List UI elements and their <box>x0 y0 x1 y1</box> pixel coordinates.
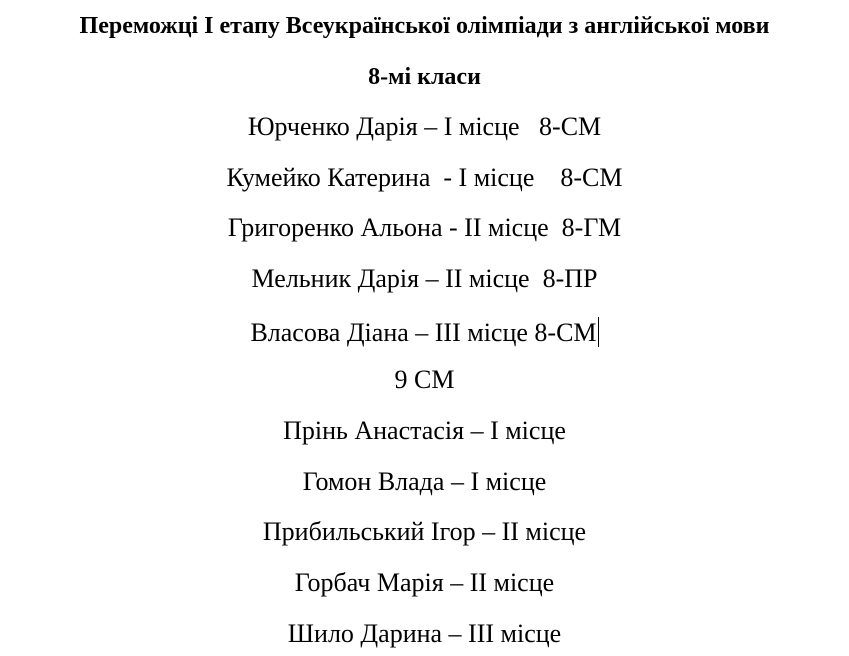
list-item: Мельник Дарія – ІІ місце 8-ПР <box>251 264 598 293</box>
list-item: Горбач Марія – ІІ місце <box>294 568 555 597</box>
list-item: Григоренко Альона - ІІ місце 8-ГМ <box>227 213 622 242</box>
list-item-with-caret <box>0 317 849 347</box>
list-item: Власова Діана – ІІІ місце 8-СМ <box>250 318 597 347</box>
list-item: Гомон Влада – І місце <box>302 467 547 496</box>
document-title: Переможці І етапу Всеукраїнської олімпіади з англійської мови <box>79 13 770 39</box>
list-item: Прінь Анастасія – І місце <box>283 416 566 445</box>
list-item: Прибильський Ігор – ІІ місце <box>262 517 587 546</box>
grade8-heading: 8-мі класи <box>368 64 481 90</box>
list-item: Юрченко Дарія – І місце 8-СМ <box>247 112 602 141</box>
grade9-heading: 9 СМ <box>394 365 455 394</box>
list-item: Шило Дарина – ІІІ місце <box>287 619 562 648</box>
text-cursor <box>598 317 599 347</box>
list-item: Кумейко Катерина - І місце 8-СМ <box>226 163 623 192</box>
